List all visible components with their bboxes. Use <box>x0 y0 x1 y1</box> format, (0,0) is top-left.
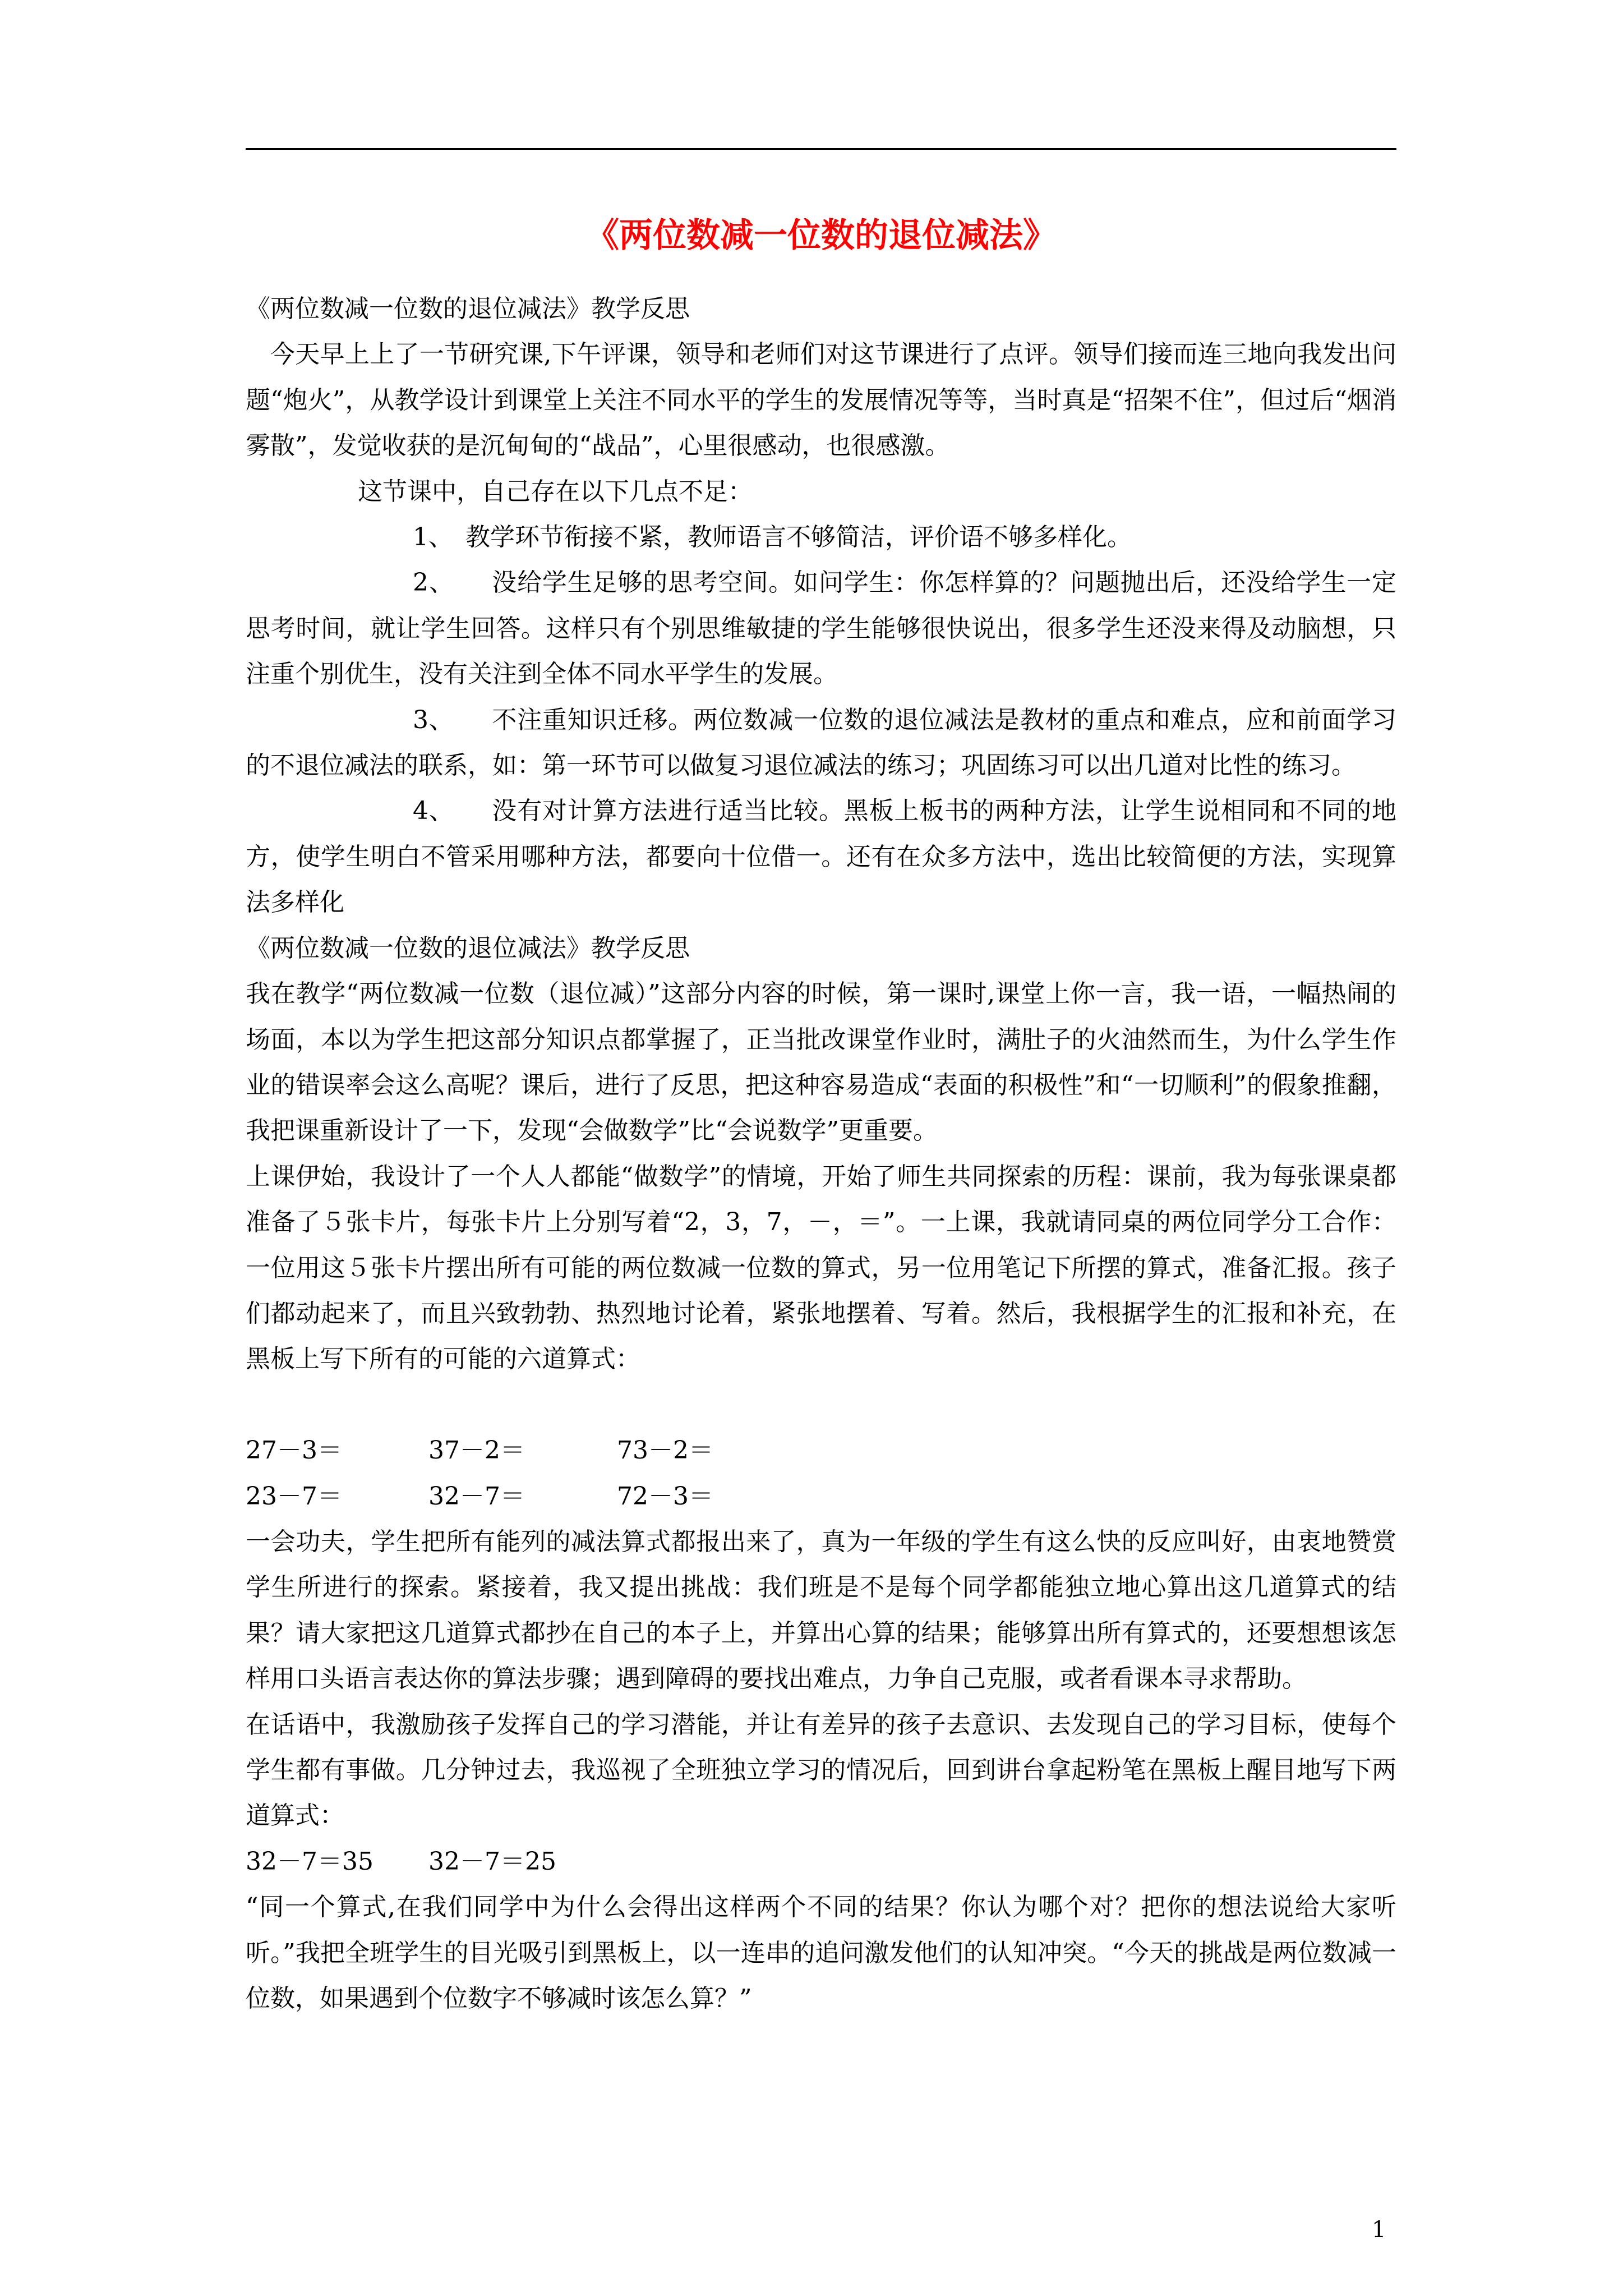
section1-heading: 《两位数减一位数的退位减法》教学反思 <box>246 295 690 323</box>
equation: 23－7＝ <box>246 1481 342 1511</box>
section2-para4: 在话语中，我激励孩子发挥自己的学习潜能，并让有差异的孩子去意识、去发现自己的学习目标，使每个学生都有事做。几分钟过去，我巡视了全班独立学习的情况后，回到讲台拿起粉笔在黑板上醒目地写下两道算式： <box>246 1710 1396 1830</box>
page-number: 1 <box>1372 2217 1386 2243</box>
section2-heading: 《两位数减一位数的退位减法》教学反思 <box>246 933 690 963</box>
equation: 37－2＝ <box>428 1436 525 1465</box>
section2-para5: “同一个算式,在我们同学中为什么会得出这样两个不同的结果？你认为哪个对？把你的想法说给大家听听。”我把全班学生的目光吸引到黑板上，以一连串的追问激发他们的认知冲突。“今天的挑战是两位数减一位数，如果遇到个位数字不够减时该怎么算？” <box>246 1893 1396 2013</box>
equation: 73－2＝ <box>617 1436 713 1465</box>
section2-para3: 一会功夫，学生把所有能列的减法算式都报出来了，真为一年级的学生有这么快的反应叫好，由衷地赞赏学生所进行的探索。紧接着，我又提出挑战：我们班是不是每个同学都能独立地心算出这几道算式的结果？请大家把这几道算式都抄在自己的本子上，并算出心算的结果；能够算出所有算式的，还要想想该怎样用口头语言表达你的算法步骤；遇到障碍的要找出难点，力争自己克服，或者看课本寻求帮助。 <box>246 1527 1396 1694</box>
blank-line <box>246 1382 1396 1428</box>
document-body <box>246 286 1396 2021</box>
header-rule <box>246 148 1396 150</box>
answers-row <box>246 1839 1396 1884</box>
point-3: 3、 不注重知识迁移。两位数减一位数的退位减法是教材的重点和难点，应和前面学习的不退位减法的联系，如：第一环节可以做复习退位减法的练习；巩固练习可以出几道对比性的练习。 <box>246 705 1396 780</box>
answer-equation: 32－7＝35 <box>246 1847 374 1876</box>
equation: 72－3＝ <box>617 1481 713 1511</box>
equations-row-2 <box>246 1474 1396 1519</box>
point-4: 4、 没有对计算方法进行适当比较。黑板上板书的两种方法，让学生说相同和不同的地方，使学生明白不管采用哪种方法，都要向十位借一。还有在众多方法中，选出比较简便的方法，实现算法多样化 <box>246 797 1396 917</box>
answer-equation: 32－7＝25 <box>428 1847 556 1876</box>
section2-para2: 上课伊始，我设计了一个人人都能“做数学”的情境，开始了师生共同探索的历程：课前，我为每张课桌都准备了５张卡片，每张卡片上分别写着“2，3，7，－，＝”。一上课，我就请同桌的两位同学分工合作：一位用这５张卡片摆出所有可能的两位数减一位数的算式，另一位用笔记下所摆的算式，准备汇报。孩子们都动起来了，而且兴致勃勃、热烈地讨论着，紧张地摆着、写着。然后，我根据学生的汇报和补充，在黑板上写下所有的可能的六道算式： <box>246 1162 1396 1374</box>
section2-para1: 我在教学“两位数减一位数（退位减）”这部分内容的时候，第一课时,课堂上你一言，我一语，一幅热闹的场面，本以为学生把这部分知识点都掌握了，正当批改课堂作业时，满肚子的火油然而生，为什么学生作业的错误率会这么高呢？课后，进行了反思，把这种容易造成“表面的积极性”和“一切顺利”的假象推翻，我把课重新设计了一下，发现“会做数学”比“会说数学”更重要。 <box>246 979 1396 1145</box>
point-2: 2、 没给学生足够的思考空间。如问学生：你怎样算的？问题抛出后，还没给学生一定思考时间，就让学生回答。这样只有个别思维敏捷的学生能够很快说出，很多学生还没来得及动脑想，只注重个别优生，没有关注到全体不同水平学生的发展。 <box>246 568 1396 689</box>
point-1: 1、 教学环节衔接不紧，教师语言不够简洁，评价语不够多样化。 <box>413 523 1132 552</box>
document-title: 《两位数减一位数的退位减法》 <box>585 216 1057 255</box>
equation: 32－7＝ <box>428 1481 525 1511</box>
equations-row-1 <box>246 1428 1396 1473</box>
section1-intro: 今天早上上了一节研究课,下午评课，领导和老师们对这节课进行了点评。领导们接而连三地向我发出问题“炮火”，从教学设计到课堂上关注不同水平的学生的发展情况等等，当时真是“招架不住”，但过后“烟消雾散”，发觉收获的是沉甸甸的“战品”，心里很感动，也很感激。 <box>246 340 1396 461</box>
equation: 27－3＝ <box>246 1436 342 1465</box>
section1-lead: 这节课中，自己存在以下几点不足： <box>358 477 753 506</box>
